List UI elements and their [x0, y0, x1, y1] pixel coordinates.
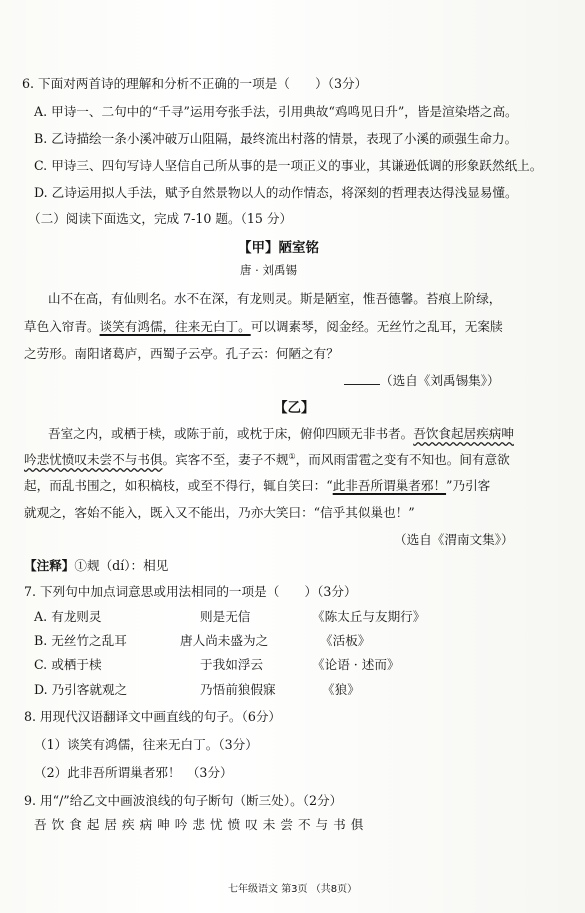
q7-row-d-mid: 乃悟前狼假寐	[200, 682, 276, 697]
passage-yi-line-1	[48, 426, 514, 441]
passage-jia-line-3: 之劳形。南阳诸葛庐，西蜀子云亭。孔子云：何陋之有？	[24, 346, 339, 361]
footnote	[24, 558, 168, 573]
passage-yi-title: 【乙】	[274, 400, 315, 416]
wavy-underlined-sentence: 吾饮食起居疾病呻	[413, 426, 514, 441]
passage-yi-source: （选自《渭南文集》）	[394, 532, 514, 547]
q8-item-1: （1）谈笑有鸿儒，往来无白丁。（3分）	[34, 737, 258, 752]
q7-row-c-left: C. 或栖于椟	[34, 657, 102, 672]
q6-option-b: B. 乙诗描绘一条小溪冲破万山阻隔，最终流出村落的情景，表现了小溪的顽强生命力。	[34, 131, 518, 146]
passage-jia-source	[344, 372, 500, 388]
passage-jia-title: 【甲】陋室铭	[238, 240, 319, 256]
q7-stem: 7. 下列句中加点词意思或用法相同的一项是（ ）（3分）	[24, 584, 357, 599]
q7-row-b-left: B. 无丝竹之乱耳	[34, 633, 127, 648]
footer-page: 第3页	[281, 884, 308, 895]
passage-yi-line-4: 就观之，客始不能入，既入又不能出，乃亦大笑曰：“信乎其似巢也！”	[24, 505, 415, 520]
footer-total: （共8页）	[310, 884, 358, 895]
page-footer	[228, 884, 357, 896]
q7-row-a-mid: 则是无信	[200, 609, 251, 624]
text: 可以调素琴，阅金经。无丝竹之乱耳，无案牍	[250, 319, 503, 334]
q7-row-d-source: 《狼》	[322, 682, 360, 697]
q6-option-c: C. 甲诗三、四句写诗人坚信自己所从事的是一项正义的事业，其谦逊低调的形象跃然纸上。	[34, 158, 543, 173]
q6-stem: 6. 下面对两首诗的理解和分析不正确的一项是（ ）（3分）	[22, 76, 368, 91]
passage-yi-line-2	[24, 452, 510, 467]
passage-jia-line-1: 山不在高，有仙则名。水不在深，有龙则灵。斯是陋室，惟吾德馨。苔痕上阶绿，	[48, 291, 502, 306]
q6-option-d: D. 乙诗运用拟人手法，赋予自然景物以人的动作情态，将深刻的哲理表达得浅显易懂。	[34, 185, 518, 200]
q7-row-a-source: 《陈太丘与友期行》	[312, 609, 426, 624]
q9-stem: 9. 用“/”给乙文中画波浪线的句子断句（断三处）。（2分）	[24, 793, 343, 808]
q7-row-a-left: A. 有龙则灵	[34, 609, 102, 624]
footnote-text: ①觌（dí）：相见	[74, 558, 169, 573]
text: 草色入帘青。	[24, 319, 100, 334]
q9-sentence: 吾 饮 食 起 居 疾 病 呻 吟 悲 忧 愤 叹 未 尝 不 与 书 俱	[34, 817, 364, 832]
source-text: （选自《刘禹锡集》）	[380, 373, 500, 388]
footnote-mark: ①	[288, 452, 296, 461]
q7-row-d-left: D. 乃引客就观之	[34, 682, 128, 697]
text: 。宾客不至，妻子不觌	[162, 452, 289, 468]
text: ”乃引客	[446, 478, 491, 493]
underlined-sentence-1: 谈笑有鸿儒，往来无白丁。	[99, 319, 251, 334]
passage-jia-line-2	[24, 319, 503, 334]
q6-option-a: A. 甲诗一、二句中的“千寻”运用夸张手法，引用典故“鸡鸣见日升”，皆是渲染塔之高。	[34, 104, 518, 119]
q7-row-c-mid: 于我如浮云	[200, 657, 263, 672]
q8-stem: 8. 用现代汉语翻译文中画直线的句子。（6分）	[24, 709, 282, 724]
q7-row-b-source: 《活板》	[320, 633, 371, 648]
passage-yi-line-3	[24, 478, 490, 493]
q7-row-b-mid: 唐人尚未盛为之	[180, 633, 269, 648]
q7-row-c-source: 《论语 · 述而》	[312, 657, 400, 672]
section-2-heading: （二）阅读下面选文，完成 7-10 题。（15 分）	[28, 211, 293, 226]
text: 起，而乱书围之，如积槁枝，或至不得行，辄自笑曰：“	[24, 478, 333, 493]
answer-blank	[344, 372, 380, 385]
footnote-label: 【注释】	[24, 558, 75, 573]
underlined-sentence-2: 此非吾所谓巢者邪！	[332, 478, 447, 493]
text: ，而风雨雷雹之变有不知也。间有意欲	[295, 452, 510, 468]
wavy-underlined-sentence-cont: 吟悲忧愤叹未尝不与书俱	[24, 452, 163, 468]
footer-grade: 七年级语文	[228, 884, 278, 895]
text: 吾室之内，或栖于椟，或陈于前，或枕于床，俯仰四顾无非书者。	[48, 426, 414, 441]
passage-jia-author: 唐 · 刘禹锡	[240, 263, 297, 277]
q8-item-2: （2）此非吾所谓巢者邪！ （3分）	[34, 765, 233, 780]
